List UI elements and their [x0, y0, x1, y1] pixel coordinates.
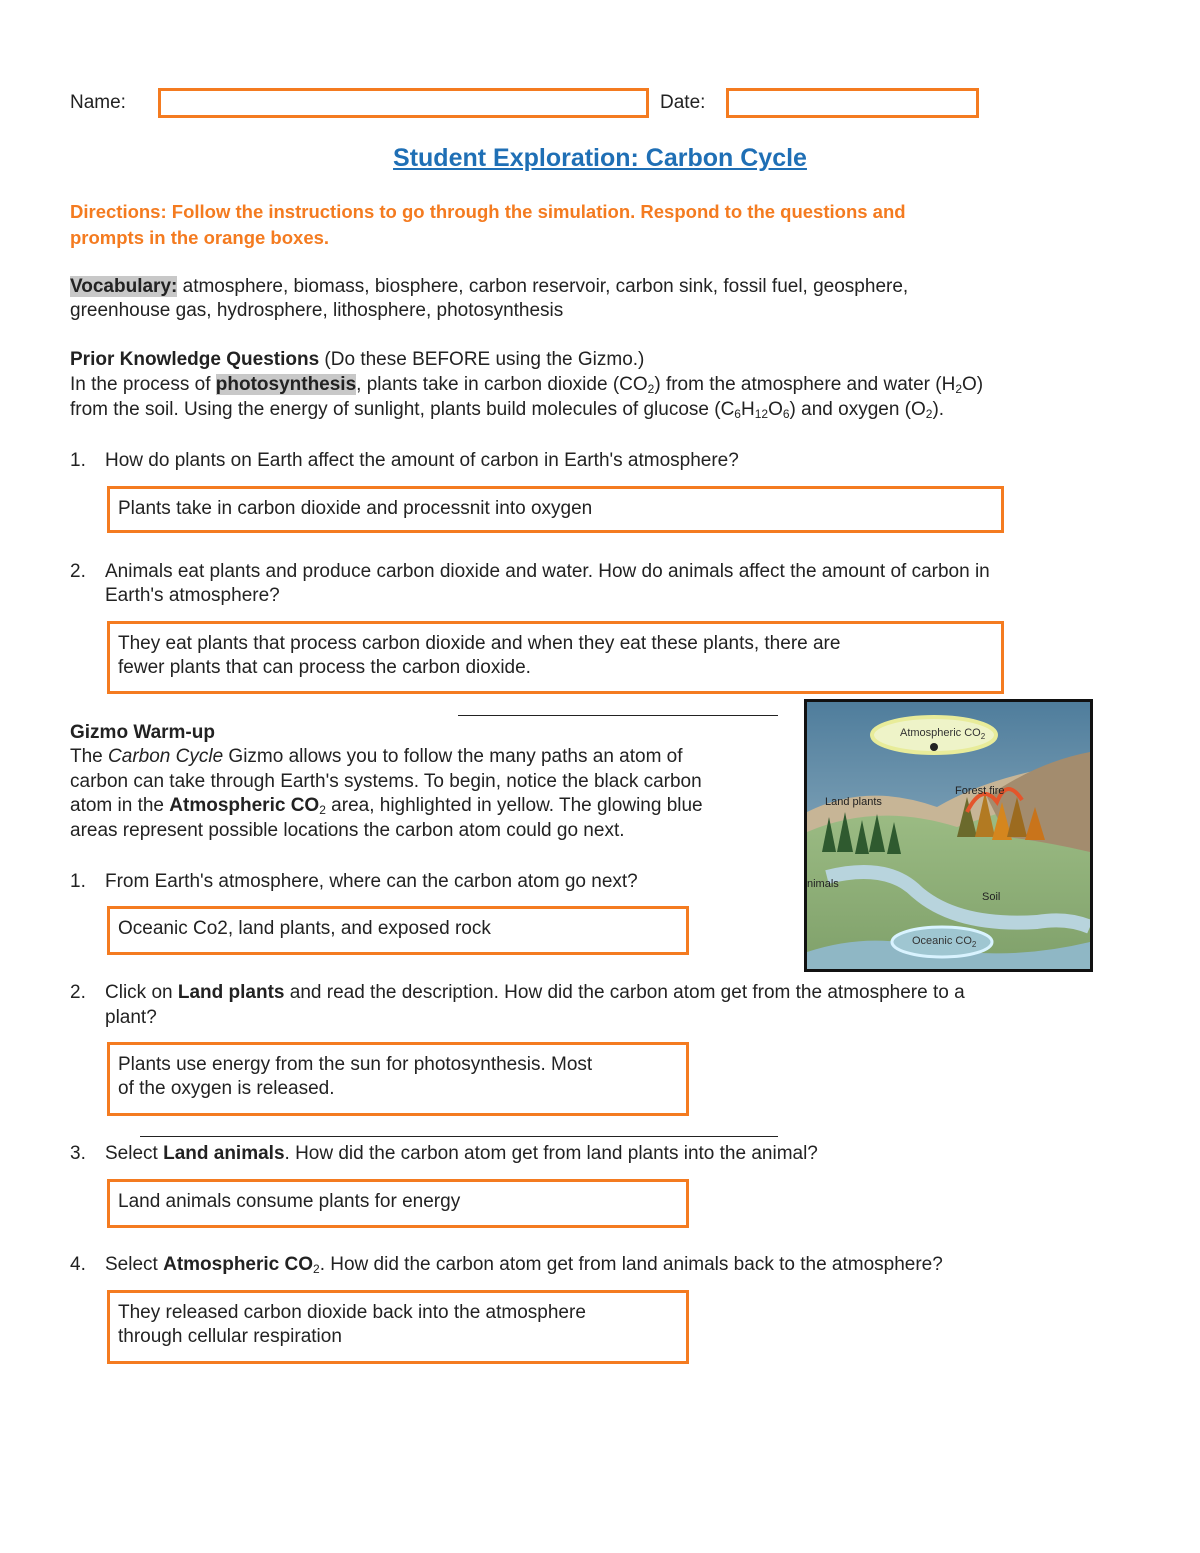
warmup-answer-4: They released carbon dioxide back into the atmosphere through cellular respiration: [118, 1302, 586, 1347]
divider-line-top: [458, 715, 778, 716]
carbon-atom-icon: [930, 743, 938, 751]
warmup-answer-3-box[interactable]: [107, 1179, 689, 1228]
c6-subscript: 6: [734, 407, 741, 421]
warmup-answer-4-box[interactable]: [107, 1290, 689, 1364]
warmup-question-1: [70, 870, 638, 894]
question-number: 1.: [70, 450, 86, 471]
vocabulary-terms-1: atmosphere, biomass, biosphere, carbon reservoir, carbon sink, fossil fuel, geosphere,: [177, 276, 909, 297]
prior-intro-text-e: from the soil. Using the energy of sunlight, plants build molecules of glucose (C: [70, 399, 735, 420]
prior-intro-text-d: O): [962, 374, 984, 395]
atmospheric-co2-label: [900, 727, 985, 741]
prior-intro-text-f: H: [740, 399, 755, 420]
warmup-text-b: Gizmo allows you to follow the many paths an atom of: [223, 746, 683, 767]
prior-intro-text-c: ) from the atmosphere and water (H: [654, 374, 956, 395]
photosynthesis-term: photosynthesis: [215, 374, 357, 395]
warmup-heading: Gizmo Warm-up: [70, 722, 215, 743]
prior-question-1: [70, 449, 739, 473]
warmup-question-4: [70, 1253, 943, 1281]
warmup-answer-3: Land animals consume plants for energy: [118, 1191, 461, 1212]
warmup-paragraph-line-4: areas represent possible locations the carbon atom could go next.: [70, 820, 625, 841]
question-text-a: Select: [105, 1143, 164, 1164]
gizmo-name: Carbon Cycle: [108, 746, 224, 767]
prior-intro-line-1: [70, 373, 983, 401]
question-number: 4.: [70, 1254, 86, 1275]
atmospheric-co2-term: Atmospheric CO: [169, 795, 320, 816]
warmup-answer-2: Plants use energy from the sun for photosynthesis. Most of the oxygen is released.: [118, 1054, 593, 1099]
prior-answer-2-box[interactable]: [107, 621, 1004, 694]
warmup-answer-1: Oceanic Co2, land plants, and exposed rock: [118, 918, 491, 939]
name-label: Name:: [70, 92, 126, 113]
land-plants-term: Land plants: [177, 982, 285, 1003]
prior-intro-text-b: , plants take in carbon dioxide (CO: [356, 374, 648, 395]
question-number: 2.: [70, 982, 86, 1003]
land-plants-label: Land plants: [825, 796, 882, 808]
co2-subscript: 2: [647, 382, 655, 396]
warmup-answer-1-box[interactable]: [107, 906, 689, 955]
prior-intro-text-a: In the process of: [70, 374, 216, 395]
h12-subscript: 12: [754, 407, 769, 421]
prior-heading-note: (Do these BEFORE using the Gizmo.): [319, 349, 645, 370]
divider-line-bottom: [140, 1136, 778, 1137]
date-label: Date:: [660, 92, 706, 113]
name-input[interactable]: [158, 88, 649, 118]
prior-answer-1-box[interactable]: [107, 486, 1004, 533]
question-number: 1.: [70, 871, 86, 892]
soil-label: Soil: [982, 891, 1001, 903]
prior-answer-2: They eat plants that process carbon dioxide and when they eat these plants, there are fewer plants that can process the carbon dioxide.: [118, 633, 841, 678]
oceanic-co2-subscript: 2: [971, 940, 977, 949]
prior-question-2: [70, 560, 990, 584]
atmospheric-co2-text: Atmospheric CO: [900, 727, 981, 739]
prior-heading: [70, 348, 644, 372]
question-text-b: . How did the carbon atom get from land animals back to the atmosphere?: [319, 1254, 943, 1275]
forest-fire-label: Forest fire: [955, 785, 1005, 797]
warmup-question-2: [70, 981, 965, 1005]
prior-intro-text-h: ) and oxygen (O: [789, 399, 926, 420]
h2o-subscript: 2: [955, 382, 962, 396]
question-text-b: and read the description. How did the carbon atom get from the atmosphere to a: [284, 982, 965, 1003]
prior-heading-title: Prior Knowledge Questions: [70, 349, 320, 370]
atmospheric-co2-subscript: 2: [980, 732, 986, 741]
atmospheric-co2-term: Atmospheric CO: [163, 1254, 314, 1275]
o6-subscript: 6: [782, 407, 790, 421]
question-text: Animals eat plants and produce carbon dioxide and water. How do animals affect the amount of carbon in: [105, 561, 990, 582]
warmup-question-3: [70, 1142, 818, 1166]
question-text-a: Select: [105, 1254, 164, 1275]
question-number: 3.: [70, 1143, 86, 1164]
warmup-question-2-cont: plant?: [105, 1007, 157, 1028]
date-input[interactable]: [726, 88, 979, 118]
vocabulary-line-1: [70, 275, 908, 299]
warmup-paragraph-line-3: [70, 794, 703, 822]
warmup-answer-2-box[interactable]: [107, 1042, 689, 1116]
prior-answer-1: Plants take in carbon dioxide and processnit into oxygen: [118, 498, 593, 519]
o2-subscript: 2: [925, 407, 933, 421]
page-title: Student Exploration: Carbon Cycle: [393, 144, 807, 172]
co2-subscript: 2: [313, 1262, 320, 1276]
question-number: 2.: [70, 561, 86, 582]
question-text: From Earth's atmosphere, where can the carbon atom go next?: [105, 871, 638, 892]
prior-question-2-cont: Earth's atmosphere?: [105, 585, 280, 606]
question-text: How do plants on Earth affect the amount of carbon in Earth's atmosphere?: [105, 450, 739, 471]
warmup-text-c: atom in the: [70, 795, 170, 816]
warmup-paragraph-line-2: carbon can take through Earth's systems. To begin, notice the black carbon: [70, 771, 702, 792]
prior-intro-line-2: [70, 398, 944, 426]
land-animals-term: Land animals: [163, 1143, 285, 1164]
oceanic-co2-text: Oceanic CO: [912, 935, 972, 947]
gizmo-screenshot: [804, 699, 1093, 972]
carbon-cycle-illustration: [807, 702, 1090, 969]
warmup-paragraph-line-1: [70, 745, 683, 769]
directions-line-2: prompts in the orange boxes.: [70, 227, 330, 248]
warmup-text-d: area, highlighted in yellow. The glowing blue: [325, 795, 703, 816]
co2-subscript: 2: [319, 803, 326, 817]
prior-intro-text-g: O: [768, 399, 783, 420]
oceanic-co2-label: [912, 935, 976, 949]
vocabulary-label: Vocabulary:: [70, 276, 178, 297]
vocabulary-line-2: greenhouse gas, hydrosphere, lithosphere, photosynthesis: [70, 300, 564, 321]
prior-intro-text-i: ).: [932, 399, 945, 420]
animals-label: nimals: [807, 878, 839, 890]
warmup-text-a: The: [70, 746, 109, 767]
question-text-a: Click on: [105, 982, 178, 1003]
question-text-b: . How did the carbon atom get from land plants into the animal?: [284, 1143, 818, 1164]
directions-line-1: Directions: Follow the instructions to go through the simulation. Respond to the questions and: [70, 201, 906, 222]
